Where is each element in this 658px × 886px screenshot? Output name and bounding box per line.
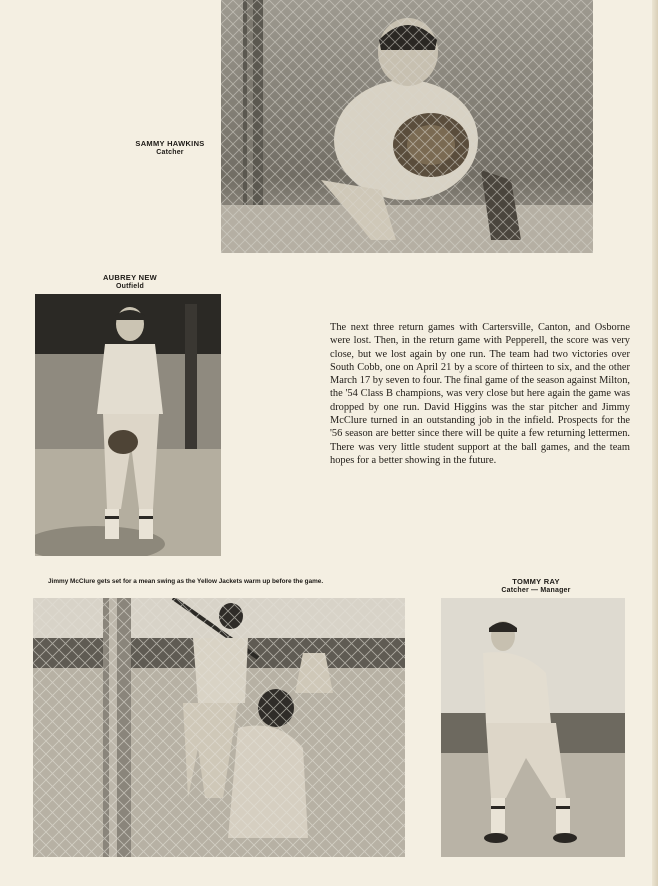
caption-sammy-hawkins xyxy=(118,139,222,157)
photo-sammy-hawkins-image xyxy=(221,0,593,253)
player-name-new: AUBREY NEW xyxy=(102,273,158,282)
batting-photo-caption: Jimmy McClure gets set for a mean swing as the Yellow Jackets warm up before the game. xyxy=(48,578,324,585)
caption-aubrey-new xyxy=(78,273,182,291)
photo-tommy-ray xyxy=(441,598,625,857)
photo-batting-practice-image xyxy=(33,598,405,857)
player-name-hawkins: SAMMY HAWKINS xyxy=(135,139,205,148)
photo-sammy-hawkins xyxy=(221,0,593,253)
photo-batting-practice xyxy=(33,598,405,857)
page-edge xyxy=(652,0,658,886)
photo-aubrey-new-image xyxy=(35,294,221,556)
player-role-new: Outfield xyxy=(115,283,145,290)
photo-aubrey-new xyxy=(35,294,221,556)
player-name-ray: TOMMY RAY xyxy=(512,577,560,586)
player-role-hawkins: Catcher xyxy=(156,149,184,156)
article-text: The next three return games with Cartersville, Canton, and Osborne were lost. Then, in the return game with Pepperell, the score was very close, but we lost again by one run. The team had two victories over South Cobb, one on April 21 by a score of thirteen to six, and the other March 17 by seven to four. The final game of the season against Milton, the '54 Class B champions, was very close but here again the game was dropped by one run. David Higgins was the star pitcher and Jimmy McClure turned in an outstanding job in the infield. Prospects for the '56 season are better since there will be quite a few returning lettermen. There was very little student support at the ball games, and the team hopes for a better showing in the future. xyxy=(330,322,630,466)
player-role-ray: Catcher — Manager xyxy=(501,587,571,594)
caption-tommy-ray xyxy=(481,577,591,595)
photo-tommy-ray-image xyxy=(441,598,625,857)
